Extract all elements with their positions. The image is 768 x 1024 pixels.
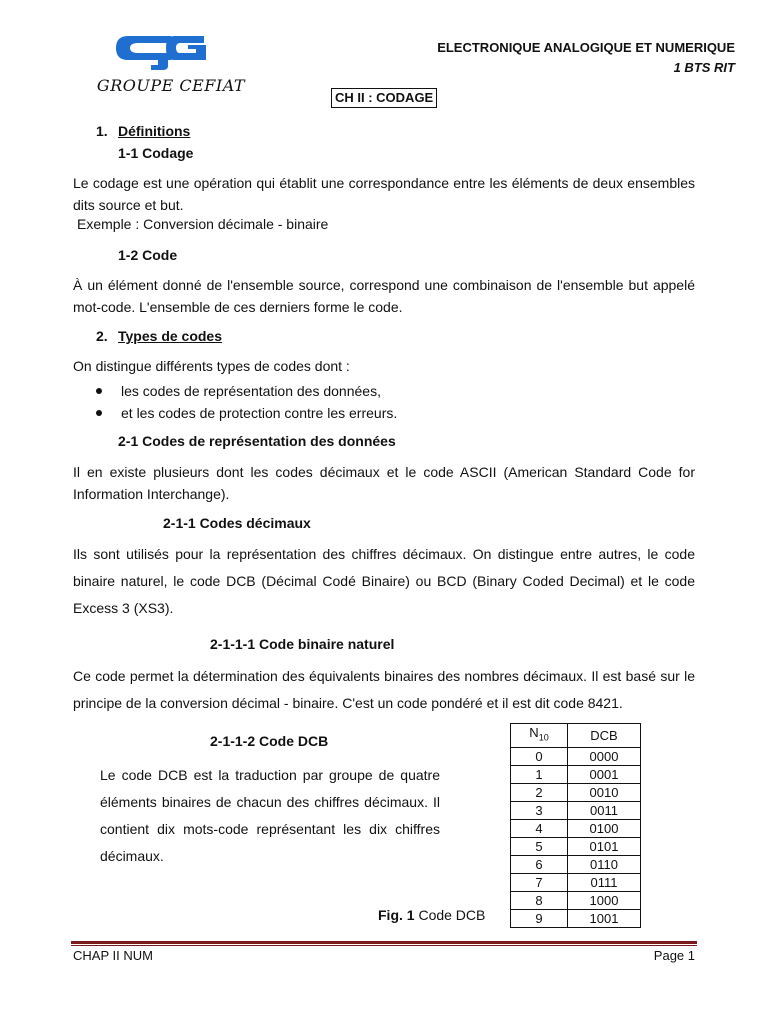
table-cell-decimal: 1 (511, 765, 568, 783)
course-level: 1 BTS RIT (673, 60, 735, 75)
cefiat-logo (96, 34, 246, 100)
types-bullet-list (93, 380, 397, 424)
footer-rule-thin (71, 945, 697, 946)
section-number: 2. (96, 328, 108, 344)
subsection-2-1-1-2-heading: 2-1-1-2 Code DCB (210, 733, 329, 749)
course-title: ELECTRONIQUE ANALOGIQUE ET NUMERIQUE (437, 40, 735, 55)
table-cell-dcb: 0111 (568, 873, 641, 891)
table-cell-dcb: 0001 (568, 765, 641, 783)
paragraph-binaire-naturel: Ce code permet la détermination des équivalents binaires des nombres décimaux. Il est basé sur le principe de la conversion décimal - binaire. C'est un code pondéré et il est dit code 8421. (73, 668, 695, 711)
table-cell-dcb: 0101 (568, 837, 641, 855)
table-cell-decimal: 5 (511, 837, 568, 855)
table-cell-dcb: 0011 (568, 801, 641, 819)
dcb-table (510, 723, 641, 928)
bullet-icon (96, 388, 102, 394)
table-cell-dcb: 1000 (568, 891, 641, 909)
subsection-1-2-heading: 1-2 Code (118, 247, 178, 263)
footer-rule (71, 941, 697, 944)
section-2-heading (96, 328, 222, 344)
table-cell-decimal: 4 (511, 819, 568, 837)
section-number: 1. (96, 123, 108, 139)
figure-caption-text: Code DCB (418, 907, 486, 923)
subsection-2-1-heading: 2-1 Codes de représentation des données (118, 433, 396, 449)
table-cell-dcb: 1001 (568, 909, 641, 927)
list-item: et les codes de protection contre les erreurs. (93, 402, 397, 424)
subsection-1-1-heading: 1-1 Codage (118, 145, 194, 161)
table-row (511, 909, 641, 927)
column-header-dcb: DCB (568, 724, 641, 748)
paragraph-code-dcb: Le code DCB est la traduction par groupe de quatre éléments binaires de chacun des chiffres décimaux. Il contient dix mots-code représentant les dix chiffres décimaux. (100, 767, 440, 864)
table-row (511, 783, 641, 801)
table-header-row (511, 724, 641, 748)
footer-chapter: CHAP II NUM (73, 948, 153, 963)
table-cell-dcb: 0100 (568, 819, 641, 837)
table-cell-dcb: 0010 (568, 783, 641, 801)
table-cell-decimal: 3 (511, 801, 568, 819)
list-item: les codes de représentation des données, (93, 380, 397, 402)
table-row (511, 873, 641, 891)
paragraph-code: À un élément donné de l'ensemble source, correspond une combinaison de l'ensemble but appelé mot-code. L'ensemble de ces derniers forme le code. (73, 277, 695, 315)
paragraph-codage: Le codage est une opération qui établit une correspondance entre les éléments de deux ensembles dits source et but. (73, 175, 695, 213)
brand-name: GROUPE CEFIAT (96, 76, 246, 95)
cefiat-logo-mark-icon (96, 34, 246, 78)
section-title: Types de codes (118, 328, 223, 344)
table-row (511, 837, 641, 855)
chapter-title: CH II : CODAGE (331, 88, 437, 108)
table-cell-dcb: 0000 (568, 747, 641, 765)
types-intro: On distingue différents types de codes dont : (73, 358, 350, 374)
column-header-n: $N_{10}$ (511, 724, 568, 748)
paragraph-codes-decimaux: Ils sont utilisés pour la représentation des chiffres décimaux. On distingue entre autres, le code binaire naturel, le code DCB (Décimal Codé Binaire) ou BCD (Binary Coded Decimal) et le code Excess 3 (XS3). (73, 546, 695, 616)
page-number: Page 1 (653, 948, 695, 963)
bullet-icon (96, 410, 102, 416)
table-cell-decimal: 6 (511, 855, 568, 873)
table-cell-dcb: 0110 (568, 855, 641, 873)
example-line: Exemple : Conversion décimale - binaire (77, 216, 329, 232)
table-cell-decimal: 2 (511, 783, 568, 801)
table-cell-decimal: 8 (511, 891, 568, 909)
section-title: Définitions (118, 123, 191, 139)
table-row (511, 747, 641, 765)
table-row (511, 891, 641, 909)
figure-caption (378, 907, 485, 923)
paragraph-representation: Il en existe plusieurs dont les codes décimaux et le code ASCII (American Standard Code for Information Interchange). (73, 464, 695, 502)
table-cell-decimal: 7 (511, 873, 568, 891)
subsection-2-1-1-heading: 2-1-1 Codes décimaux (163, 515, 311, 531)
subsection-2-1-1-1-heading: 2-1-1-1 Code binaire naturel (210, 636, 395, 652)
section-1-heading (96, 123, 190, 139)
figure-label: Fig. 1 (378, 907, 415, 923)
table-row (511, 801, 641, 819)
table-row (511, 819, 641, 837)
table-row (511, 765, 641, 783)
table-cell-decimal: 9 (511, 909, 568, 927)
table-cell-decimal: 0 (511, 747, 568, 765)
table-row (511, 855, 641, 873)
